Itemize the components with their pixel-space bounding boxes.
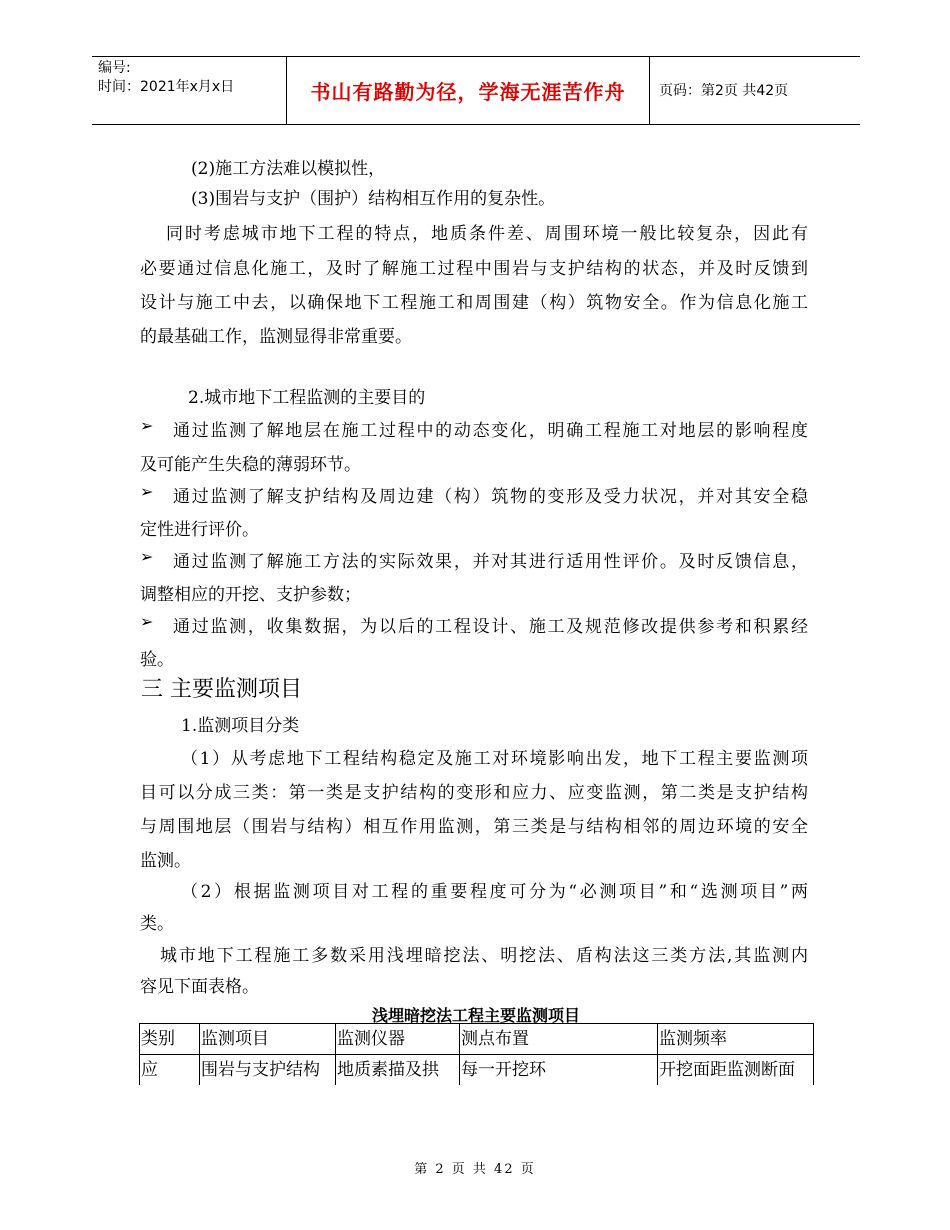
- bullet-text: 调整相应的开挖、支护参数；: [140, 585, 361, 605]
- header-divider: [649, 57, 650, 124]
- paragraph-line: 类。: [140, 914, 174, 934]
- table-title: 浅埋暗挖法工程主要监测项目: [371, 1006, 580, 1025]
- bullet-icon: ➢: [140, 482, 154, 501]
- paragraph-line: 目可以分成三类：第一类是支护结构的变形和应力、应变监测，第二类是支护结构: [140, 783, 808, 803]
- monitoring-table: [139, 1023, 814, 1085]
- table-header-cell: 监测频率: [658, 1024, 814, 1055]
- paragraph-line: （1）从考虑地下工程结构稳定及施工对环境影响出发，地下工程主要监测项: [181, 749, 808, 769]
- bullet-text: 通过监测，收集数据，为以后的工程设计、施工及规范修改提供参考和积累经: [173, 617, 808, 637]
- paragraph-line: 监测。: [140, 851, 191, 871]
- subheading: 1.监测项目分类: [181, 716, 300, 736]
- table-header-cell: 测点布置: [460, 1024, 658, 1055]
- table-cell: 应: [140, 1055, 200, 1086]
- header-page-info: 页码：第2页 共42页: [659, 83, 789, 99]
- paragraph-line: 与周围地层（围岩与结构）相互作用监测，第三类是与结构相邻的周边环境的安全: [140, 817, 808, 837]
- list-item-2: (2)施工方法难以模拟性，: [191, 159, 386, 179]
- table-cell: 地质素描及拱: [336, 1055, 460, 1086]
- paragraph-line: （2）根据监测项目对工程的重要程度可分为“必测项目”和“选测项目”两: [181, 882, 808, 902]
- bullet-text: 定性进行评价。: [140, 520, 259, 540]
- bullet-text: 通过监测了解支护结构及周边建（构）筑物的变形及受力状况，并对其安全稳: [173, 487, 808, 507]
- paragraph-line: 必要通过信息化施工，及时了解施工过程中围岩与支护结构的状态，并及时反馈到: [140, 259, 808, 279]
- page-footer: 第 2 页 共 42 页: [414, 1162, 536, 1177]
- bullet-text: 验。: [140, 650, 174, 670]
- bullet-icon: ➢: [140, 416, 154, 435]
- bullet-text: 通过监测了解施工方法的实际效果，并对其进行适用性评价。及时反馈信息，: [173, 552, 808, 572]
- table-header-cell: 监测仪器: [336, 1024, 460, 1055]
- header-motto: 书山有路勤为径，学海无涯苦作舟: [310, 80, 626, 104]
- header-meta: [98, 59, 288, 97]
- table-cell: 每一开挖环: [460, 1055, 658, 1086]
- bullet-icon: ➢: [140, 612, 154, 631]
- table-header-cell: 类别: [140, 1024, 200, 1055]
- table-cell: 围岩与支护结构: [200, 1055, 336, 1086]
- header-number: 编号:: [98, 60, 131, 76]
- paragraph-line: 的最基础工作，监测显得非常重要。: [140, 327, 412, 347]
- bullet-text: 通过监测了解地层在施工过程中的动态变化，明确工程施工对地层的影响程度: [173, 421, 808, 441]
- table-cell: 开挖面距监测断面: [658, 1055, 814, 1086]
- bullet-text: 及可能产生失稳的薄弱环节。: [140, 455, 361, 475]
- paragraph-line: 同时考虑城市地下工程的特点，地质条件差、周围环境一般比较复杂，因此有: [166, 224, 808, 244]
- page-header: [92, 56, 860, 125]
- subheading: 2.城市地下工程监测的主要目的: [188, 388, 426, 408]
- paragraph-line: 设计与施工中去，以确保地下工程施工和周围建（构）筑物安全。作为信息化施工: [140, 293, 808, 313]
- table-header-row: [140, 1024, 814, 1055]
- paragraph-line: 城市地下工程施工多数采用浅埋暗挖法、明挖法、盾构法这三类方法,其监测内: [160, 946, 808, 966]
- bullet-icon: ➢: [140, 547, 154, 566]
- section-heading: 三 主要监测项目: [141, 677, 302, 702]
- table-row: [140, 1055, 814, 1086]
- header-time: 时间：2021年x月x日: [98, 79, 235, 95]
- paragraph-line: 容见下面表格。: [140, 977, 259, 997]
- table-header-cell: 监测项目: [200, 1024, 336, 1055]
- list-item-3: (3)围岩与支护（围护）结构相互作用的复杂性。: [191, 189, 556, 209]
